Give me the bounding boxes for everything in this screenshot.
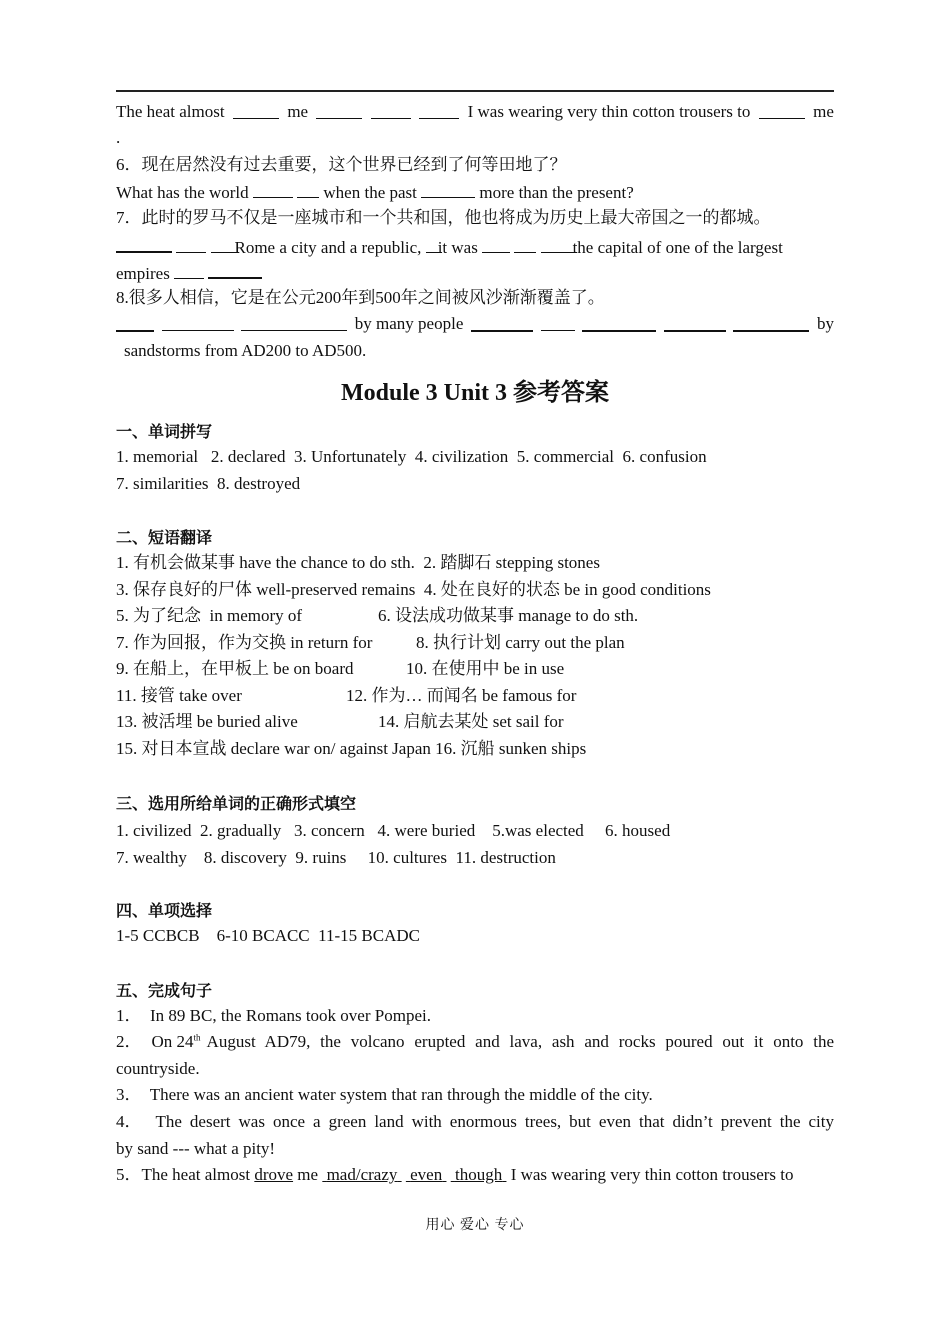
phrase-row: 3. 保存良好的尸体 well-preserved remains 4. 处在良好的状态 be in good conditions	[116, 580, 711, 599]
section1-line2: 7. similarities 8. destroyed	[116, 474, 301, 493]
exercise-q7-chinese: 7．此时的罗马不仅是一座城市和一个共和国，他也将成为历史上最大帝国之一的都城。	[116, 208, 771, 227]
section4-line1: 1-5 CCBCB 6-10 BCACC 11-15 BCADC	[116, 926, 420, 945]
section3-heading: 三、选用所给单词的正确形式填空	[116, 794, 357, 813]
blank	[174, 261, 204, 279]
blank	[471, 313, 533, 332]
section3-line1: 1. civilized 2. gradually 3. concern 4. were buried 5.was elected 6. housed	[116, 821, 671, 840]
exercise-q6-chinese: 6．现在居然没有过去重要，这个世界已经到了何等田地了？	[116, 155, 567, 174]
sentence-5: 5．The heat almost drove me mad/crazy even though I was wearing very thin cotton trousers to	[116, 1165, 794, 1184]
blank	[116, 234, 172, 253]
exercise-q7: Rome a city and a republic, it was the capital of one of the largest	[116, 234, 834, 259]
blank	[733, 313, 809, 332]
phrase-row: 5. 为了纪念 in memory of 6. 设法成功做某事 manage to do sth.	[116, 606, 639, 625]
sentence-2: 2． On 24th August AD79, the volcano erupted and lava, ash and rocks poured out it onto the	[116, 1032, 834, 1051]
exercise-q8-chinese: 8.很多人相信，它是在公元200年到500年之间被风沙渐渐覆盖了。	[116, 288, 605, 307]
phrase-row: 1. 有机会做某事 have the chance to do sth. 2. 踏脚石 stepping stones	[116, 553, 600, 572]
blank	[482, 235, 510, 253]
blank	[316, 101, 362, 119]
answer-word: even	[410, 1165, 443, 1184]
blank	[541, 313, 575, 331]
exercise-q8: by many people by	[116, 313, 834, 335]
blank	[116, 313, 154, 332]
answers-title: Module 3 Unit 3 参考答案	[340, 380, 609, 406]
phrase-row: 13. 被活埋 be buried alive 14. 启航去某处 set sail for	[116, 712, 564, 731]
blank	[162, 313, 234, 331]
sentence-4: 4． The desert was once a green land with enormous trees, but even that didn’t prevent the city	[116, 1112, 834, 1131]
blank	[541, 235, 577, 253]
answer-word: drove	[254, 1165, 294, 1184]
blank	[419, 101, 459, 119]
sentence-4-line2: by sand --- what a pity!	[116, 1139, 276, 1158]
phrase-row: 7. 作为回报，作为交换 in return for 8. 执行计划 carry out the plan	[116, 633, 625, 652]
sentence-3: 3． There was an ancient water system that ran through the middle of the city.	[116, 1085, 653, 1104]
section1-heading: 一、单词拼写	[116, 422, 213, 441]
blank	[759, 101, 805, 119]
blank	[233, 101, 279, 119]
section2-heading: 二、短语翻译	[116, 528, 213, 547]
sentence-2-line2: countryside.	[116, 1059, 200, 1078]
exercise-q7-line2: empires .	[116, 260, 834, 285]
section3-line2: 7. wealthy 8. discovery 9. ruins 10. cultures 11. destruction	[116, 848, 556, 867]
exercise-q8-line2: sandstorms from AD200 to AD500.	[124, 341, 367, 360]
phrase-row: 9. 在船上，在甲板上 be on board 10. 在使用中 be in use	[116, 659, 565, 678]
header-rule	[116, 90, 834, 92]
blank	[371, 101, 411, 119]
blank	[421, 180, 475, 198]
blank	[582, 313, 656, 332]
phrase-row: 11. 接管 take over 12. 作为… 而闻名 be famous for	[116, 686, 577, 705]
blank	[297, 180, 319, 198]
exercise-q6: What has the world when the past more than the present?	[116, 180, 834, 204]
blank	[253, 180, 293, 198]
exercise-q5-end: .	[116, 128, 121, 147]
blank	[664, 313, 726, 332]
exercise-q5: The heat almost me I was wearing very thin cotton trousers to me	[116, 102, 834, 121]
section5-heading: 五、完成句子	[116, 981, 213, 1000]
answer-word: mad/crazy	[326, 1165, 398, 1184]
sentence-1: 1． In 89 BC, the Romans took over Pompei.	[116, 1006, 431, 1025]
section4-heading: 四、单项选择	[116, 901, 213, 920]
blank	[514, 235, 536, 253]
blank	[241, 313, 347, 331]
section1-line1: 1. memorial 2. declared 3. Unfortunately 4. civilization 5. commercial 6. confusion	[116, 447, 707, 466]
page-footer: 用心 爱心 专心	[425, 1218, 525, 1233]
blank	[208, 260, 262, 279]
blank	[176, 235, 206, 253]
phrase-row: 15. 对日本宣战 declare war on/ against Japan 16. 沉船 sunken ships	[116, 739, 587, 758]
answer-word: though	[454, 1165, 503, 1184]
